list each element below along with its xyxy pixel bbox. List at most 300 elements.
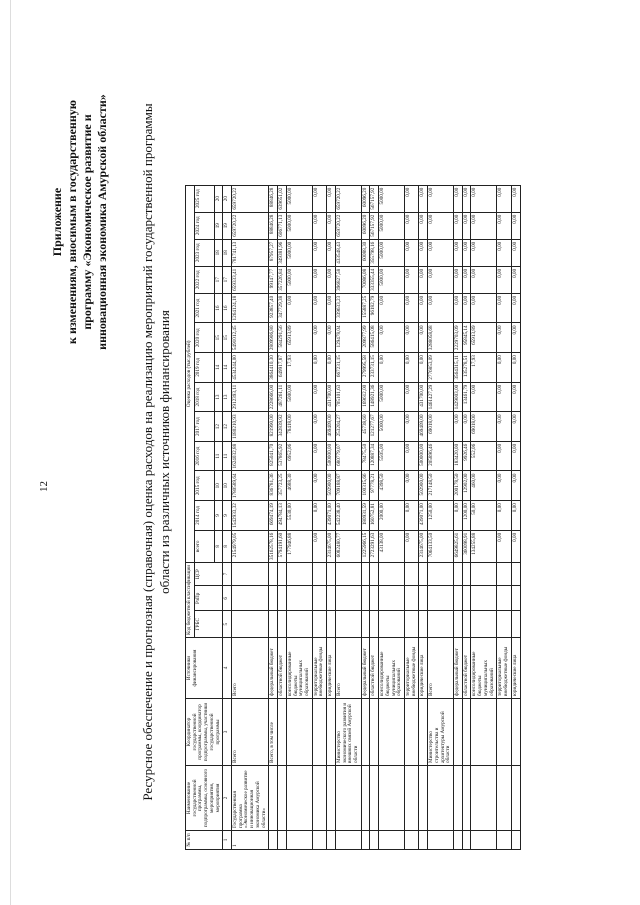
cell-rzpr [511, 586, 520, 611]
cell-amount: 155887,25 [361, 293, 370, 323]
cell-amount: 0,00 [511, 530, 520, 562]
cell-csr [419, 562, 428, 585]
cell-amount: 95845,14 [462, 323, 471, 353]
cell-amount: 134255,88 [471, 530, 497, 562]
cell-rzpr [335, 586, 361, 611]
cell-amount: 0,00 [471, 212, 497, 239]
cell-coordinator [471, 699, 497, 766]
table-row [454, 185, 463, 849]
cell-csr [454, 562, 463, 585]
header-source: Источники финансирования [186, 638, 223, 699]
cell-program-name [278, 766, 287, 831]
column-number: 2 [223, 766, 232, 831]
cell-amount: 0,00 [497, 412, 511, 441]
cell-amount: 0,00 [312, 441, 326, 471]
cell-amount: 0,00 [471, 185, 497, 212]
appendix-line-3: программу «Экономическое развитие и [80, 114, 94, 330]
cell-amount: 0,00 [312, 471, 326, 501]
cell-grbs [454, 611, 463, 638]
cell-coordinator [419, 699, 428, 766]
cell-program-name [511, 766, 520, 831]
cell-num [497, 831, 511, 850]
cell-num [370, 831, 379, 850]
cell-amount: 0,00 [312, 501, 326, 531]
cell-amount: 0,00 [405, 185, 419, 212]
cell-amount: 0,00 [312, 293, 326, 323]
cell-amount: 821990,00 [269, 412, 278, 441]
cell-program-name [361, 766, 370, 831]
table-row [428, 185, 454, 849]
cell-amount: 669474,19 [269, 501, 278, 531]
cell-amount: 2314675,00 [419, 530, 428, 562]
cell-source: областной бюджет [278, 638, 287, 699]
cell-amount: 494784,13 [278, 501, 287, 531]
cell-amount: 17,93 [286, 353, 312, 383]
column-number: 18 [214, 239, 223, 266]
cell-amount: 0,00 [419, 266, 428, 293]
title-line-2: области из различных источников финансирования [156, 310, 172, 594]
cell-rzpr [370, 586, 379, 611]
cell-amount: 0,00 [454, 293, 463, 323]
cell-num [286, 831, 312, 850]
cell-amount: 169612,00 [361, 382, 370, 412]
cell-amount: 357723,25 [278, 471, 287, 501]
cell-amount: 160752,81 [370, 501, 379, 531]
appendix-line-4: инновационная экономика Амурской области» [95, 94, 109, 350]
cell-amount: 0,00 [428, 239, 454, 266]
cell-amount: 0,00 [379, 323, 405, 353]
cell-amount: 0,00 [327, 323, 336, 353]
column-number: 11 [223, 441, 232, 471]
title-line-1: Ресурсное обеспечение и прогнозная (справочная) оценка расходов на реализацию мероприятий государственной программы [140, 103, 155, 801]
header-coordinator: Координатор государственной программы, координатор подпрограммы, участники государственной программы [186, 699, 223, 766]
cell-amount: 552,06 [471, 441, 497, 471]
column-number: 10 [214, 471, 223, 501]
cell-grbs [312, 611, 326, 638]
table-row [497, 185, 511, 849]
cell-amount: 78418,00 [286, 412, 312, 441]
cell-coordinator [454, 699, 463, 766]
cell-program-name [327, 766, 336, 831]
cell-amount: 347729,38 [278, 293, 287, 323]
cell-grbs [471, 611, 497, 638]
cell-amount: 649917,87 [278, 353, 287, 383]
cell-amount: 0,00 [454, 412, 463, 441]
cell-coordinator: Министерство строительства и архитектуры Амурской области [428, 699, 454, 766]
table-row [405, 185, 419, 849]
table-row [419, 185, 428, 849]
column-number: 8 [214, 530, 223, 562]
cell-grbs [379, 611, 405, 638]
cell-amount: 567157,92 [370, 212, 379, 239]
cell-rzpr [269, 586, 278, 611]
cell-amount: 659720,22 [335, 185, 361, 212]
column-number: 14 [214, 353, 223, 383]
header-csr: ЦСР [194, 562, 223, 585]
cell-amount: 396827,58 [335, 266, 361, 293]
cell-amount: 6952,06 [286, 441, 312, 471]
cell-amount: 659720,22 [232, 212, 269, 239]
cell-amount: 0,00 [497, 239, 511, 266]
column-number: 13 [223, 382, 232, 412]
financing-table [185, 185, 521, 850]
cell-amount: 0,00 [511, 382, 520, 412]
cell-amount: 65913,89 [286, 323, 312, 353]
table-row [286, 185, 312, 849]
cell-amount: 3564315,11 [454, 353, 463, 383]
header-grbs: ГРБС [194, 611, 223, 638]
cell-amount: 69018,00 [428, 412, 454, 441]
cell-amount: 431700,00 [327, 382, 336, 412]
cell-amount: 1264124,18 [232, 293, 269, 323]
cell-amount: 69018,00 [471, 412, 497, 441]
cell-coordinator: Министерство экономического развития и внешних связей Амурской области [335, 699, 361, 766]
column-numbers-row [223, 185, 232, 849]
cell-coordinator [462, 699, 471, 766]
cell-amount: 6649825,61 [454, 530, 463, 562]
cell-program-name [269, 766, 278, 831]
header-year: 2014 год [194, 501, 214, 531]
cell-amount: 0,00 [286, 293, 312, 323]
cell-amount: 0,00 [471, 382, 497, 412]
cell-amount: 439071,00 [419, 501, 428, 531]
column-number: 5 [223, 611, 232, 638]
cell-grbs [361, 611, 370, 638]
cell-amount: 0,00 [405, 501, 419, 531]
cell-program-name [405, 766, 419, 831]
cell-amount: 0,00 [511, 323, 520, 353]
cell-amount: 5491012,45 [232, 323, 269, 353]
cell-coordinator [370, 699, 379, 766]
cell-amount: 217148,50 [428, 471, 454, 501]
cell-coordinator [497, 699, 511, 766]
cell-csr [269, 562, 278, 585]
cell-amount: 5000,00 [379, 266, 405, 293]
column-number: 14 [223, 353, 232, 383]
cell-amount: 1180210,93 [232, 412, 269, 441]
cell-amount: 0,00 [405, 239, 419, 266]
cell-amount: 78475,50 [361, 441, 370, 471]
table-row [361, 185, 370, 849]
cell-source: территориальные внебюджетные фонды [405, 638, 419, 699]
cell-amount: 5505,00 [379, 441, 405, 471]
column-number: 17 [223, 266, 232, 293]
cell-amount: 781741,13 [232, 239, 269, 266]
cell-amount: 2723291,63 [370, 530, 379, 562]
cell-num [454, 831, 463, 850]
cell-amount: 469409,00 [419, 412, 428, 441]
cell-amount: 0,00 [497, 323, 511, 353]
cell-amount: 1250,00 [428, 501, 454, 531]
cell-coordinator [312, 699, 326, 766]
cell-source: консолидированные бюджеты муниципальных образований [286, 638, 312, 699]
cell-amount: 0,00 [511, 353, 520, 383]
cell-amount: 0,00 [327, 239, 336, 266]
cell-amount: 4398,50 [379, 471, 405, 501]
cell-amount: 135278,51 [462, 353, 471, 383]
cell-amount: 4534244,00 [232, 353, 269, 383]
header-budget-code: Код бюджетной классификации [186, 562, 195, 637]
appendix-note [50, 92, 110, 352]
cell-amount: 3288058,68 [428, 323, 454, 353]
header-year: 2024 год [194, 212, 214, 239]
appendix-line-2: к изменениям, вносимым в государственную [65, 100, 79, 344]
cell-rzpr [379, 586, 405, 611]
cell-amount: 586415,08 [370, 323, 379, 353]
cell-amount: 2776853,09 [428, 353, 454, 383]
cell-amount: 0,00 [511, 212, 520, 239]
cell-amount: 0,00 [428, 266, 454, 293]
table-row [511, 185, 520, 849]
cell-amount: 1429003,00 [454, 382, 463, 412]
cell-amount: 0,00 [327, 293, 336, 323]
cell-amount: 0,00 [454, 239, 463, 266]
cell-amount: 0,00 [462, 239, 471, 266]
cell-amount: 355798,16 [370, 239, 379, 266]
cell-amount: 431700,00 [419, 382, 428, 412]
cell-rzpr [278, 586, 287, 611]
header-rzpr: РзПр [194, 586, 223, 611]
cell-amount: 0,00 [511, 185, 520, 212]
cell-source: консолидированные бюджеты муниципальных образований [379, 638, 405, 699]
cell-amount: 2229703,09 [454, 323, 463, 353]
cell-amount: 253204,27 [335, 412, 361, 441]
cell-amount: 0,00 [454, 212, 463, 239]
cell-amount: 0,00 [419, 353, 428, 383]
cell-num [269, 831, 278, 850]
cell-amount: 469409,00 [327, 412, 336, 441]
cell-amount: 342839,92 [278, 412, 287, 441]
column-number: 8 [223, 530, 232, 562]
cell-amount: 0,00 [462, 185, 471, 212]
cell-amount: 88846,28 [269, 185, 278, 212]
cell-amount: 121277,67 [370, 412, 379, 441]
table-row [327, 185, 336, 849]
cell-amount: 0,00 [405, 441, 419, 471]
cell-rzpr [232, 586, 269, 611]
cell-amount: 0,00 [419, 239, 428, 266]
cell-amount: 0,00 [405, 353, 419, 383]
cell-amount: 65913,89 [471, 323, 497, 353]
cell-amount: 177946,88 [286, 530, 312, 562]
column-number: 7 [223, 562, 232, 585]
cell-csr [361, 562, 370, 585]
header-year: 2018 год [194, 382, 214, 412]
cell-amount: 923857,40 [269, 293, 278, 323]
cell-num [462, 831, 471, 850]
cell-csr [511, 562, 520, 585]
cell-source: юридические лица [511, 638, 520, 699]
cell-num: 1 [232, 831, 269, 850]
cell-csr [471, 562, 497, 585]
cell-source: территориальные внебюджетные фонды [497, 638, 511, 699]
cell-num [379, 831, 405, 850]
cell-amount: 45738,60 [361, 412, 370, 441]
cell-amount: 0,00 [312, 239, 326, 266]
table-row [335, 185, 361, 849]
cell-num [335, 831, 361, 850]
cell-amount: 1624032,88 [232, 441, 269, 471]
cell-amount: 6082480,77 [335, 530, 361, 562]
column-number: 1 [223, 831, 232, 850]
cell-amount: 0,00 [454, 266, 463, 293]
cell-coordinator [361, 699, 370, 766]
cell-num [471, 831, 497, 850]
cell-rzpr [419, 586, 428, 611]
cell-csr [370, 562, 379, 585]
cell-amount: 5000,00 [379, 212, 405, 239]
cell-amount: 209877,99 [361, 323, 370, 353]
cell-coordinator [278, 699, 287, 766]
cell-amount: 0,00 [419, 323, 428, 353]
cell-program-name [497, 766, 511, 831]
cell-amount: 680779,07 [335, 441, 361, 471]
cell-amount: 0,00 [462, 212, 471, 239]
cell-csr [379, 562, 405, 585]
cell-rzpr [405, 586, 419, 611]
column-number: 16 [223, 293, 232, 323]
column-number: 3 [223, 699, 232, 766]
cell-amount: 0,00 [379, 293, 405, 323]
cell-grbs [405, 611, 419, 638]
cell-amount: 4688,30 [286, 471, 312, 501]
cell-csr [232, 562, 269, 585]
cell-source: федеральный бюджет [454, 638, 463, 699]
table-row [462, 185, 471, 849]
cell-amount: 0,00 [312, 266, 326, 293]
cell-grbs [428, 611, 454, 638]
cell-amount: 705101,63 [335, 382, 361, 412]
cell-amount: 97778,21 [370, 471, 379, 501]
column-number: 15 [214, 323, 223, 353]
header-year: 2022 год [194, 266, 214, 293]
cell-program-name [379, 766, 405, 831]
cell-grbs [232, 611, 269, 638]
cell-amount: 0,00 [312, 353, 326, 383]
cell-amount: 502900,00 [419, 471, 428, 501]
cell-amount: 0,00 [511, 412, 520, 441]
cell-grbs [278, 611, 287, 638]
cell-amount: 659333,41 [232, 266, 269, 293]
cell-amount: 1461427,29 [428, 382, 454, 412]
column-number: 12 [214, 412, 223, 441]
cell-amount: 0,00 [497, 471, 511, 501]
column-number: 9 [223, 501, 232, 531]
cell-amount: 9926,46 [462, 441, 471, 471]
cell-amount: 88846,28 [269, 212, 278, 239]
column-number: 20 [223, 185, 232, 212]
cell-amount: 659720,22 [232, 185, 269, 212]
cell-amount: 0,00 [497, 441, 511, 471]
cell-csr [335, 562, 361, 585]
header-year: 2020 год [194, 323, 214, 353]
cell-amount: 0,00 [312, 530, 326, 562]
cell-amount: 0,00 [471, 293, 497, 323]
cell-amount: 17,93 [471, 353, 497, 383]
cell-program-name [419, 766, 428, 831]
cell-amount: 0,00 [511, 441, 520, 471]
cell-amount: 0,00 [462, 293, 471, 323]
cell-amount: 0,00 [497, 293, 511, 323]
cell-amount: 0,00 [497, 212, 511, 239]
cell-amount: 1225966,15 [361, 530, 370, 562]
cell-amount: 2912393,11 [232, 382, 269, 412]
header-year: 2016 год [194, 441, 214, 471]
cell-num [361, 831, 370, 850]
cell-amount: 0,00 [405, 530, 419, 562]
cell-program-name [454, 766, 463, 831]
cell-amount: 0,00 [405, 323, 419, 353]
cell-source: федеральный бюджет [361, 638, 370, 699]
cell-amount: 0,00 [428, 185, 454, 212]
cell-rzpr [312, 586, 326, 611]
cell-amount: 0,00 [405, 266, 419, 293]
cell-amount: 180931,59 [361, 501, 370, 531]
cell-amount: 0,00 [428, 293, 454, 323]
column-number: 15 [223, 323, 232, 353]
cell-amount: 537865,92 [278, 441, 287, 471]
column-number: 16 [214, 293, 223, 323]
cell-amount: 120887,34 [370, 441, 379, 471]
cell-csr [286, 562, 312, 585]
page-number: 12 [38, 481, 50, 492]
cell-amount: 0,00 [405, 471, 419, 501]
cell-rzpr [286, 586, 312, 611]
table-row [471, 185, 497, 849]
cell-amount: 99147,77 [269, 266, 278, 293]
cell-amount: 200178,50 [454, 471, 463, 501]
cell-coordinator [286, 699, 312, 766]
cell-amount: 5530,00 [286, 501, 312, 531]
cell-amount: 5000,00 [286, 382, 312, 412]
header-year: 2015 год [194, 471, 214, 501]
table-row [312, 185, 326, 849]
table-row [379, 185, 405, 849]
cell-amount: 357226,84 [278, 266, 287, 293]
cell-amount: 439071,00 [327, 501, 336, 531]
column-number: 10 [223, 471, 232, 501]
cell-amount: 0,00 [405, 293, 419, 323]
cell-csr [462, 562, 471, 585]
cell-amount: 0,00 [511, 266, 520, 293]
cell-amount: 487261,11 [278, 382, 287, 412]
cell-amount: 100315,66 [361, 471, 370, 501]
cell-amount: 542238,40 [335, 501, 361, 531]
cell-source: консолидированные бюджеты муниципальных образований [471, 638, 497, 699]
cell-amount: 0,00 [327, 212, 336, 239]
cell-amount: 0,00 [428, 212, 454, 239]
header-total: всего [194, 530, 214, 562]
header-num: № п/п [186, 831, 223, 850]
cell-coordinator: Всего [232, 699, 269, 766]
cell-amount: 500000,00 [327, 441, 336, 471]
cell-amount: 7064133,50 [428, 530, 454, 562]
cell-amount: 5000,00 [379, 382, 405, 412]
cell-amount: 0,00 [327, 185, 336, 212]
column-number: 4 [223, 638, 232, 699]
cell-csr [312, 562, 326, 585]
table-row [232, 185, 269, 849]
cell-amount: 0,00 [462, 266, 471, 293]
cell-csr [428, 562, 454, 585]
cell-amount: 333355,44 [370, 266, 379, 293]
cell-grbs [462, 611, 471, 638]
cell-rzpr [428, 586, 454, 611]
column-number: 9 [214, 501, 223, 531]
cell-program-name: Государственная программа «Экономическое развитие и инновационная экономика Амурской области» [232, 766, 269, 831]
cell-source: Всего [232, 638, 269, 699]
column-number: 18 [223, 239, 232, 266]
